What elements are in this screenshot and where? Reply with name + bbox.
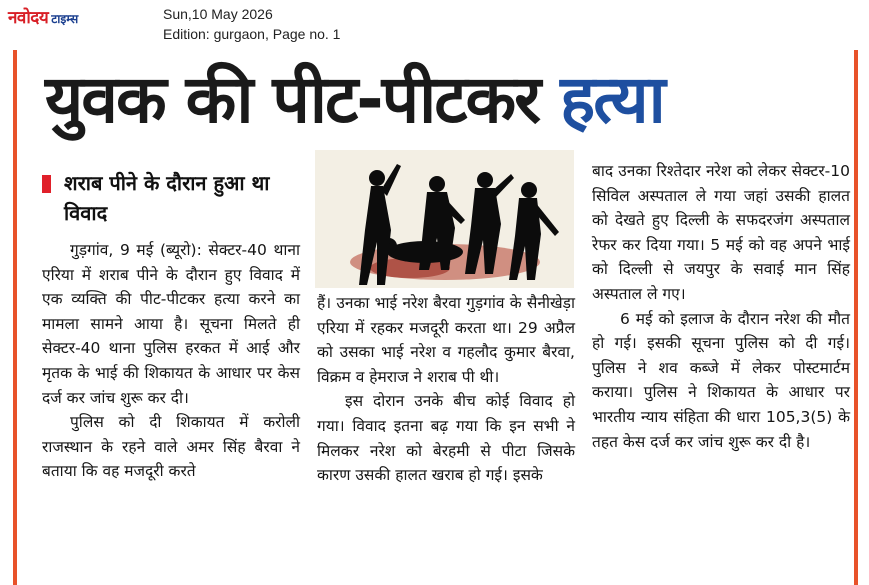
- subhead-marker: [42, 175, 51, 193]
- logo-times: टाइम्स: [51, 12, 79, 26]
- right-border-rule: [854, 50, 858, 585]
- masthead: [0, 0, 869, 50]
- edition-page: Edition: gurgaon, Page no. 1: [163, 26, 341, 42]
- left-border-rule: [13, 50, 17, 585]
- newspaper-logo[interactable]: [8, 5, 78, 27]
- subhead-text: शराब पीने के दौरान हुआ था विवाद: [64, 171, 270, 225]
- logo-hindi: नवोदय: [8, 8, 49, 28]
- paragraph: हैं। उनका भाई नरेश बैरवा गुड़गांव के सैनीखेड़ा एरिया में रहकर मजदूरी करता था। 29 अप्रैल को उसका भाई नरेश व गहलौद कुमार बैरवा, विक्रम व हेमराज ने शराब पी थी।: [317, 294, 575, 386]
- article-headline: [45, 55, 845, 145]
- article-column-3: [592, 159, 850, 454]
- paragraph: 6 मई को इलाज के दौरान नरेश की मौत हो गई। इसकी सूचना पुलिस को दी गई। पुलिस ने शव कब्जे में लेकर पोस्टमार्टम कराया। पुलिस ने शिकायत के आधार पर भारतीय न्याय संहिता की धारा 105,3(5) के तहत केस दर्ज कर जांच शुरू कर दी है।: [592, 309, 850, 451]
- paragraph: इस दोरान उनके बीच कोई विवाद हो गया। विवाद इतना बढ़ गया कि इन सभी ने मिलकर नरेश को बेरहमी से पीटा जिसके कारण उसकी हालत खराब हो गई। इसके: [317, 392, 575, 485]
- headline-main: युवक की पीट-पीटकर: [45, 61, 540, 138]
- paragraph: गुड़गांव, 9 मई (ब्यूरो): सेक्टर-40 थाना एरिया में शराब पीने के दौरान हुए विवाद में एक व्यक्ति की पीट-पीटकर हत्या करने का मामला सामने आया है। सूचना मिलते ही सेक्टर-40 थाना पुलिस हरकत में आई और मृतक के भाई की शिकायत के आधार पर केस दर्ज कर जांच शुरू कर दी।: [42, 241, 300, 407]
- edition-info: [163, 4, 340, 44]
- article-subhead: [42, 168, 302, 228]
- headline-accent: हत्या: [560, 61, 664, 138]
- issue-date: Sun,10 May 2026: [163, 6, 273, 22]
- paragraph: पुलिस को दी शिकायत में करोली राजस्थान के रहने वाले अमर सिंह बैरवा ने बताया कि वह मजदूरी करते: [42, 413, 300, 481]
- assault-silhouette-illustration: [315, 150, 574, 288]
- article-column-2: [317, 291, 575, 488]
- article-photo: [315, 150, 574, 288]
- article-column-1: [42, 238, 300, 484]
- paragraph: बाद उनका रिश्तेदार नरेश को लेकर सेक्टर-10 सिविल अस्पताल ले गया जहां उसकी हालत को देखते हुए दिल्ली के सफदरजंग अस्पताल रेफर कर दिया गया। 5 मई को वह अपने भाई को दिल्ली से जयपुर के सवाई मान सिंह अस्पताल ले गए।: [592, 162, 850, 303]
